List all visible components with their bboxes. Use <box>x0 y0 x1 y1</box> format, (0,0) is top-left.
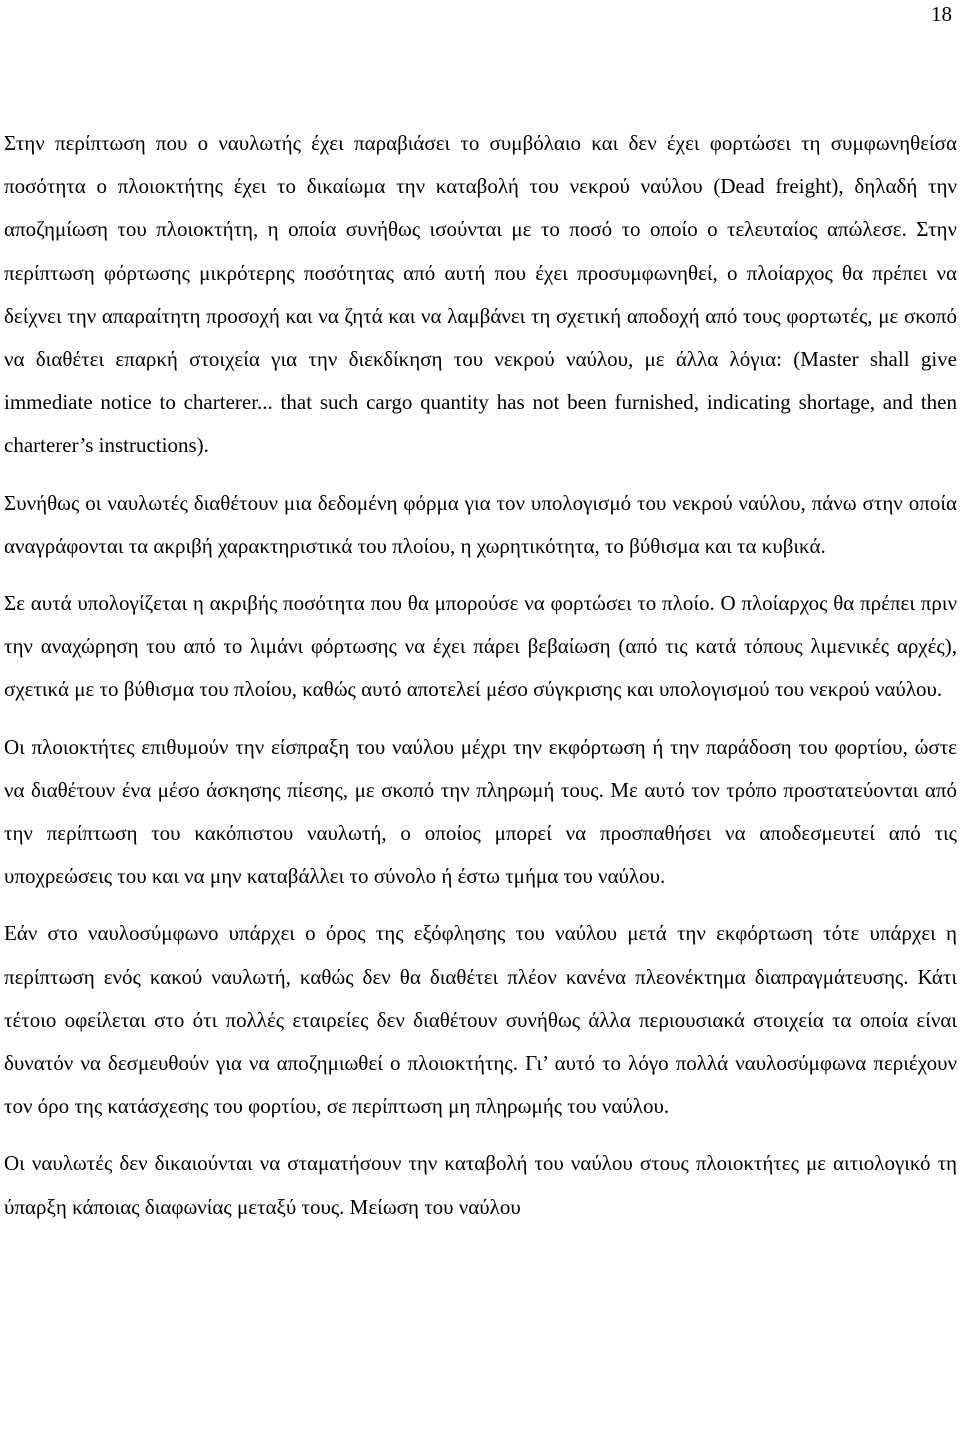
page-number: 18 <box>931 2 952 26</box>
document-body <box>4 122 957 1243</box>
paragraph-charterer-form: Συνήθως οι ναυλωτές διαθέτουν μια δεδομένη φόρμα για τον υπολογισμό του νεκρού ναύλου, πάνω στην οποία αναγράφονται τα ακριβή χαρακτηριστικά του πλοίου, η χωρητικότητα, το βύθισμα και τα κυβικά. <box>4 490 957 558</box>
paragraph-payment-after-discharge: Εάν στο ναυλοσύμφωνο υπάρχει ο όρος της εξόφλησης του ναύλου μετά την εκφόρτωση τότε υπάρχει η περίπτωση ενός κακού ναυλωτή, καθώς δεν θα διαθέτει πλέον κανένα πλεονέκτημα διαπραγμάτευσης. Κάτι τέτοιο οφείλεται στο ότι πολλές εταιρείες δεν διαθέτουν συνήθως άλλα περιουσιακά στοιχεία τα οποία είναι δυνατόν να δεσμευθούν για να αποζημιωθεί ο πλοιοκτήτης. Γι’ αυτό το λόγο πολλά ναυλοσύμφωνα περιέχουν τον όρο της κατάσχεσης του φορτίου, σε περίπτωση μη πληρωμής του ναύλου. <box>4 921 957 1119</box>
paragraph-dead-freight: Στην περίπτωση που ο ναυλωτής έχει παραβιάσει το συμβόλαιο και δεν έχει φορτώσει τη συμφωνηθείσα ποσότητα ο πλοιοκτήτης έχει το δικαίωμα την καταβολή του νεκρού ναύλου (Dead freight), δηλαδή την αποζημίωση του πλοιοκτήτη, η οποία συνήθως ισούνται με το ποσό το οποίο ο τελευταίος απώλεσε. Στην περίπτωση φόρτωσης μικρότερης ποσότητας από αυτή που έχει προσυμφωνηθεί, ο πλοίαρχος θα πρέπει να δείχνει την απαραίτητη προσοχή και να ζητά και να λαμβάνει τη σχετική αποδοχή από τους φορτωτές, με σκοπό να διαθέτει επαρκή στοιχεία για την διεκδίκηση του νεκρού ναύλου, με άλλα λόγια: (Master shall give immediate notice to charterer... that such cargo quantity has not been furnished, indicating shortage, and then charterer’s instructions). <box>4 131 957 458</box>
paragraph-charterers-not-entitled: Οι ναυλωτές δεν δικαιούνται να σταματήσουν την καταβολή του ναύλου στους πλοιοκτήτες με αιτιολογικό τη ύπαρξη κάποιας διαφωνίας μεταξύ τους. Μείωση του ναύλου <box>4 1151 957 1219</box>
paragraph-quantity-calculation: Σε αυτά υπολογίζεται η ακριβής ποσότητα που θα μπορούσε να φορτώσει το πλοίο. Ο πλοίαρχος θα πρέπει πριν την αναχώρηση του από το λιμάνι φόρτωσης να έχει πάρει βεβαίωση (από τις κατά τόπους λιμενικές αρχές), σχετικά με το βύθισμα του πλοίου, καθώς αυτό αποτελεί μέσο σύγκρισης και υπολογισμού του νεκρού ναύλου. <box>4 591 957 702</box>
paragraph-owners-collection: Οι πλοιοκτήτες επιθυμούν την είσπραξη του ναύλου μέχρι την εκφόρτωση ή την παράδοση του φορτίου, ώστε να διαθέτουν ένα μέσο άσκησης πίεσης, με σκοπό την πληρωμή τους. Με αυτό τον τρόπο προστατεύονται από την περίπτωση του κακόπιστου ναυλωτή, ο οποίος μπορεί να προσπαθήσει να αποδεσμευτεί από τις υποχρεώσεις του και να μην καταβάλλει το σύνολο ή έστω τμήμα του ναύλου. <box>4 734 957 889</box>
